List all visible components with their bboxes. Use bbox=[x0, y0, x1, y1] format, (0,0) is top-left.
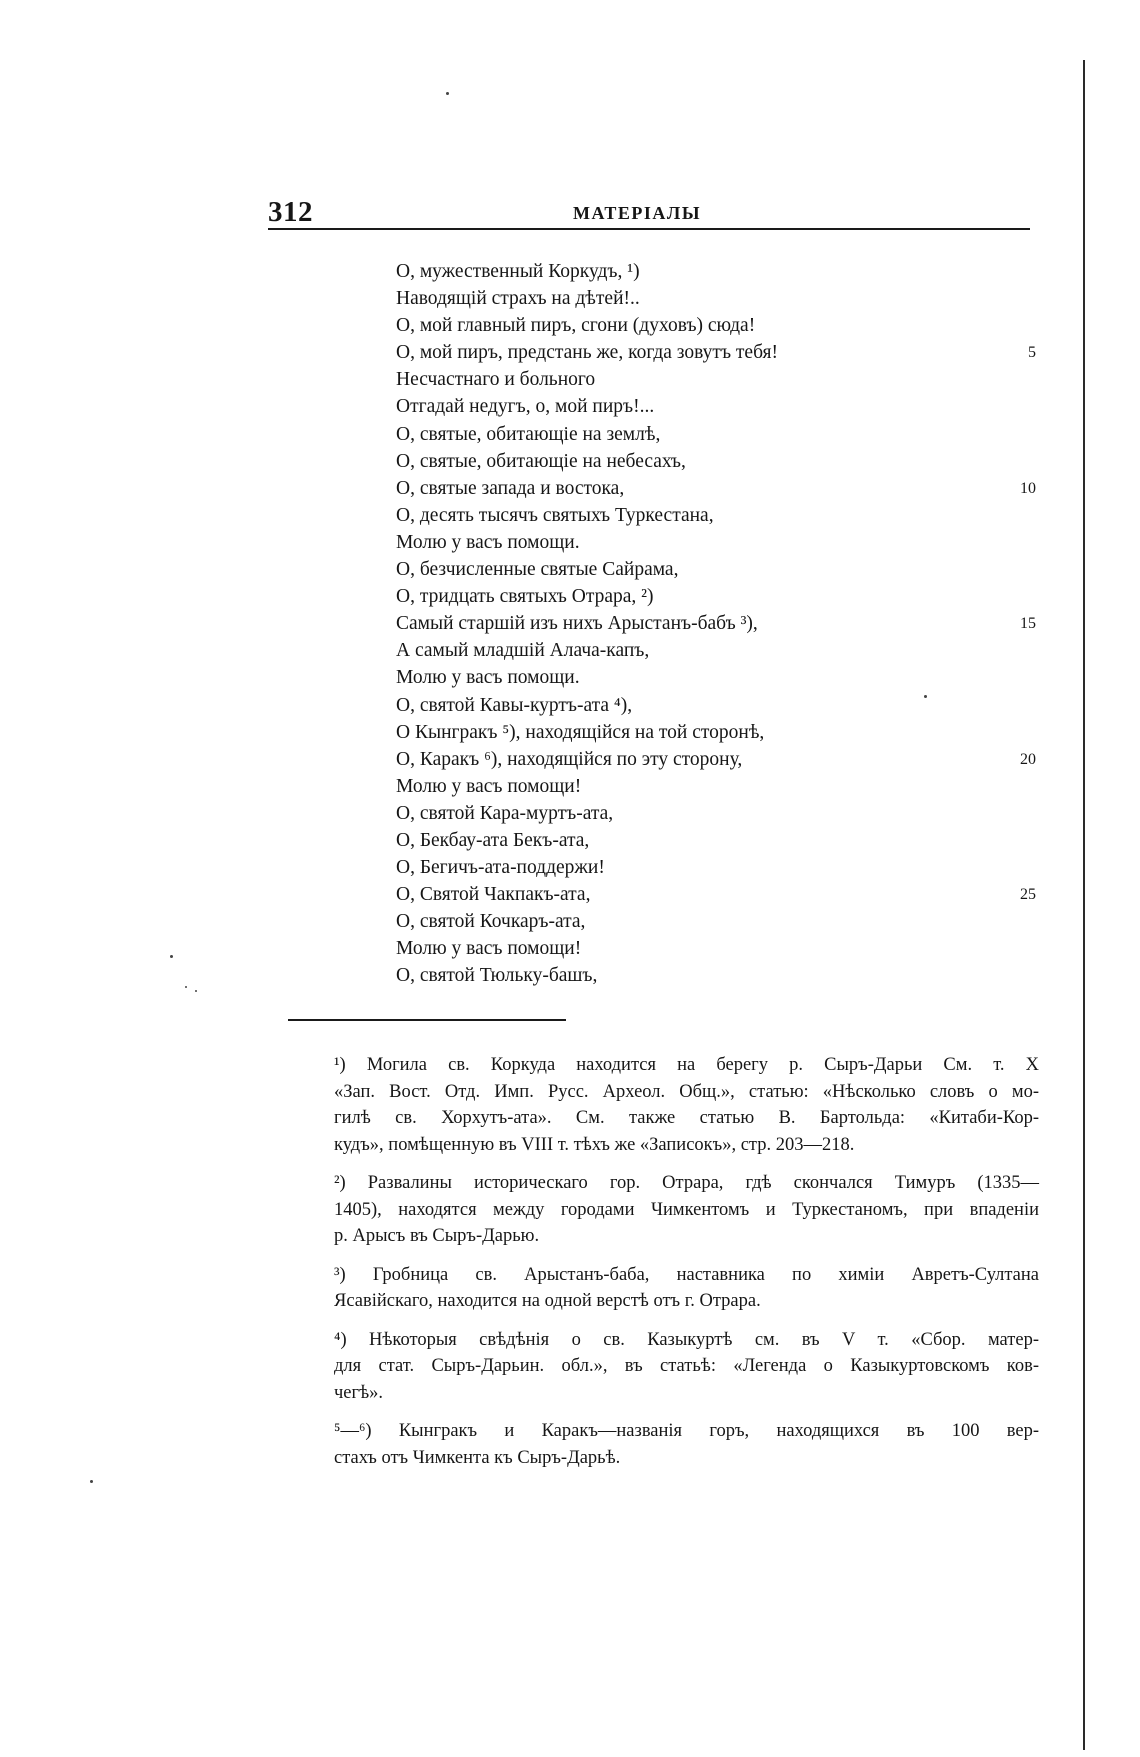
line-number: 25 bbox=[1020, 886, 1036, 904]
footnote-line: для стат. Сыръ-Дарьин. обл.», въ статьѣ: «Легенда о Казыкуртовскомъ ков- bbox=[334, 1356, 1039, 1376]
footnote bbox=[302, 1418, 1039, 1471]
verse-line bbox=[396, 285, 1036, 312]
verse-line bbox=[396, 962, 1036, 989]
verse-line-text: О, тридцать святыхъ Отрара, ²) bbox=[396, 586, 654, 608]
verse-line-text: Отгадай недугъ, о, мой пиръ!... bbox=[396, 396, 655, 418]
header-rule bbox=[268, 228, 1030, 230]
page-edge-line bbox=[1083, 60, 1085, 1750]
verse-line bbox=[396, 827, 1036, 854]
line-number: 5 bbox=[1028, 344, 1036, 362]
verse-line-text: О, Бегичъ-ата-поддержи! bbox=[396, 857, 605, 879]
footnote-line: ⁵—⁶) Кынгракъ и Каракъ—названія горъ, находящихся въ 100 вер- bbox=[334, 1421, 1039, 1441]
footnote-line: стахъ отъ Чимкента къ Сыръ-Дарьѣ. bbox=[334, 1447, 621, 1468]
verse-line bbox=[396, 664, 1036, 691]
verse-line-text: О, святой Тюльку-башъ, bbox=[396, 965, 598, 987]
line-number: 20 bbox=[1020, 750, 1036, 768]
verse-line bbox=[396, 719, 1036, 746]
verse-line bbox=[396, 475, 1036, 502]
footnote-line: чегѣ». bbox=[334, 1382, 384, 1403]
footnote-line: 1405), находятся между городами Чимкентомъ и Туркестаномъ, при впаденіи bbox=[334, 1199, 1039, 1220]
verse-line-text: О, святые, обитающіе на землѣ, bbox=[396, 423, 661, 445]
verse-line bbox=[396, 502, 1036, 529]
verse-line bbox=[396, 637, 1036, 664]
verse-line bbox=[396, 610, 1036, 637]
verse-line-text: О, десять тысячъ святыхъ Туркестана, bbox=[396, 504, 714, 526]
footnote-line: ²) Развалины историческаго гор. Отрара, гдѣ скончался Тимуръ (1335— bbox=[334, 1173, 1039, 1193]
footnote-line: ³) Гробница св. Арыстанъ-баба, наставника по химіи Авретъ-Султана bbox=[334, 1264, 1039, 1285]
verse-line-text: О, Каракъ ⁶), находящійся по эту сторону, bbox=[396, 748, 743, 770]
footnotes bbox=[302, 1052, 1039, 1483]
verse-line-text: О, святой Кочкаръ-ата, bbox=[396, 911, 586, 933]
verse-line-text: О, мой пиръ, предстань же, когда зовутъ тебя! bbox=[396, 342, 778, 364]
line-number: 10 bbox=[1020, 479, 1036, 497]
footnote-line: ¹) Могила св. Коркуда находится на берегу р. Сыръ-Дарьи См. т. X bbox=[334, 1055, 1039, 1075]
footnote-line: р. Арысъ въ Сыръ-Дарью. bbox=[334, 1226, 540, 1246]
footnote bbox=[302, 1262, 1039, 1315]
verse-line bbox=[396, 881, 1036, 908]
page-header bbox=[268, 196, 1028, 230]
scan-speck bbox=[170, 955, 173, 958]
verse-text bbox=[396, 258, 1036, 990]
verse-line-text: О Кынгракъ ⁵), находящійся на той сторонѣ, bbox=[396, 721, 765, 743]
verse-line bbox=[396, 854, 1036, 881]
verse-line-text: Молю у васъ помощи! bbox=[396, 775, 582, 797]
page-number: 312 bbox=[268, 196, 313, 228]
footnote-line: Ясавійскаго, находится на одной верстѣ отъ г. Отрара. bbox=[334, 1291, 761, 1311]
footnote-line: гилѣ св. Хорхутъ-ата». См. также статью В. Бартольда: «Китаби-Кор- bbox=[334, 1108, 1039, 1128]
verse-line bbox=[396, 529, 1036, 556]
scan-speck bbox=[446, 92, 449, 95]
verse-line bbox=[396, 692, 1036, 719]
footnote bbox=[302, 1170, 1039, 1250]
verse-line bbox=[396, 421, 1036, 448]
verse-line bbox=[396, 448, 1036, 475]
footnote-line: ⁴) Нѣкоторыя свѣдѣнія о св. Казыкуртѣ см. въ V т. «Сбор. матер- bbox=[334, 1329, 1039, 1350]
footnote-line: кудъ», помѣщенную въ VIII т. тѣхъ же «Записокъ», стр. 203—218. bbox=[334, 1134, 855, 1155]
footnote bbox=[302, 1327, 1039, 1407]
verse-line-text: О, мужественный Коркудъ, ¹) bbox=[396, 261, 640, 282]
verse-line bbox=[396, 258, 1036, 285]
verse-line bbox=[396, 312, 1036, 339]
verse-line-text: О, безчисленные святые Сайрама, bbox=[396, 559, 679, 581]
verse-line-text: Молю у васъ помощи! bbox=[396, 938, 582, 960]
verse-line-text: А самый младшій Алача-капъ, bbox=[396, 640, 650, 662]
verse-line bbox=[396, 773, 1036, 800]
verse-line bbox=[396, 583, 1036, 610]
verse-line bbox=[396, 339, 1036, 366]
verse-line-text: Несчастнаго и больного bbox=[396, 369, 596, 391]
line-number: 15 bbox=[1020, 615, 1036, 633]
scan-speck bbox=[90, 1480, 93, 1483]
verse-line bbox=[396, 393, 1036, 420]
scan-speck bbox=[924, 695, 927, 698]
verse-line-text: О, Святой Чакпакъ-ата, bbox=[396, 884, 591, 906]
footnote bbox=[302, 1052, 1039, 1158]
verse-line bbox=[396, 746, 1036, 773]
verse-line-text: Наводящій страхъ на дѣтей!.. bbox=[396, 288, 640, 310]
verse-line-text: О, святые запада и востока, bbox=[396, 477, 625, 499]
verse-line-text: Самый старшій изъ нихъ Арыстанъ-бабъ ³), bbox=[396, 613, 758, 635]
scan-speck bbox=[185, 986, 187, 988]
verse-line bbox=[396, 935, 1036, 962]
verse-line-text: О, Бекбау-ата Бекъ-ата, bbox=[396, 829, 590, 851]
verse-line-text: О, святые, обитающіе на небесахъ, bbox=[396, 450, 686, 472]
verse-line bbox=[396, 908, 1036, 935]
running-title: МАТЕРІАЛЫ bbox=[573, 203, 702, 223]
verse-line-text: О, святой Кавы-куртъ-ата ⁴), bbox=[396, 694, 633, 716]
verse-line bbox=[396, 800, 1036, 827]
scan-speck bbox=[195, 990, 197, 992]
verse-line-text: Молю у васъ помощи. bbox=[396, 531, 580, 553]
verse-line-text: О, святой Кара-муртъ-ата, bbox=[396, 802, 614, 824]
footnote-separator bbox=[288, 1019, 566, 1021]
footnote-line: «Зап. Вост. Отд. Имп. Русс. Археол. Общ.», статью: «Нѣсколько словъ о мо- bbox=[334, 1081, 1039, 1102]
verse-line-text: О, мой главный пиръ, сгони (духовъ) сюда! bbox=[396, 315, 756, 337]
verse-line bbox=[396, 556, 1036, 583]
verse-line bbox=[396, 366, 1036, 393]
verse-line-text: Молю у васъ помощи. bbox=[396, 667, 580, 689]
